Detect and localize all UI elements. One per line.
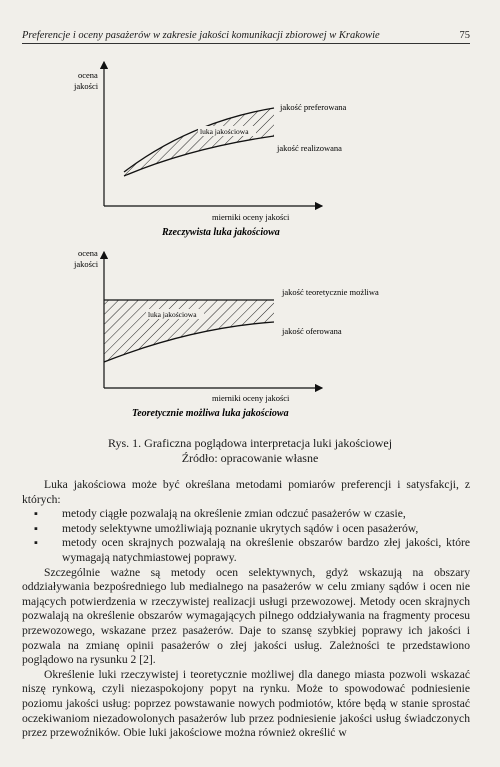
figure-diagram xyxy=(0,52,500,432)
bottom-y-label-2: jakości xyxy=(74,259,99,269)
figure-caption: Rys. 1. Graficzna poglądowa interpretacja luki jakościowej xyxy=(107,436,393,450)
body-text xyxy=(22,478,470,741)
top-y-label-2: jakości xyxy=(74,81,99,91)
top-x-label: mierniki oceny jakości xyxy=(212,212,290,222)
top-lower-label: jakość realizowana xyxy=(277,143,342,153)
top-upper-label: jakość preferowana xyxy=(280,102,347,112)
top-title: Rzeczywista luka jakościowa xyxy=(162,227,280,238)
page-number: 75 xyxy=(459,30,470,41)
figure-quality-gap xyxy=(0,52,500,432)
top-gap-label: luka jakościowa xyxy=(200,127,249,136)
figure-source: Źródło: opracowanie własne xyxy=(181,451,319,465)
bottom-title: Teoretycznie możliwa luka jakościowa xyxy=(132,408,289,419)
running-title: Preferencje i oceny pasażerów w zakresie jakości komunikacji zbiorowej w Krakowie xyxy=(22,30,380,41)
bottom-upper-label: jakość teoretycznie możliwa xyxy=(282,287,379,297)
bottom-gap-label: luka jakościowa xyxy=(148,310,197,319)
bottom-y-label-1: ocena xyxy=(78,248,98,258)
bottom-diagram xyxy=(73,248,379,419)
list-item: ▪ metody ocen skrajnych pozwalają na określenie obszarów bardzo złej jakości, które wymagają natychmiastowej poprawy. xyxy=(62,536,470,565)
paragraph-2: Szczególnie ważne są metody ocen selektywnych, gdyż wskazują na obszary oddziaływania bezpośredniego lub medialnego na pasażerów w celu zmiany sądów i ocen nie mających potwierdzenia w rzeczywistej realizacji usługi przewozowej. Metody ocen skrajnych pozwalają na określenie obszarów wymagających pilnego oddziaływania na fragmenty procesu przewozowego, wskazane przez pasażerów. Daje to szansę szybkiej poprawy ich jakości i pozwala na zmianę opinii pasażerów o złej jakości usług. Zależności te przedstawiono poglądowo na rysunku 2 [2]. xyxy=(22,565,470,667)
bottom-lower-label: jakość oferowana xyxy=(282,326,342,336)
top-gap-area xyxy=(124,108,274,176)
list-item: ▪ metody selektywne umożliwiają poznanie ukrytych sądów i ocen pasażerów, xyxy=(62,522,470,537)
top-diagram xyxy=(73,62,347,238)
method-list xyxy=(22,507,470,565)
list-item: ▪ metody ciągłe pozwalają na określenie zmian odczuć pasażerów w czasie, xyxy=(62,507,470,522)
top-y-label-1: ocena xyxy=(78,70,98,80)
paragraph-3: Określenie luki rzeczywistej i teoretycznie możliwej dla danego miasta pozwoli wskazać niszę rynkową, czyli niezaspokojony popyt na rynku. Może to spowodować podniesienie poziomu jakości usług: poprzez powstawanie nowych podmiotów, które będą w stanie sprostać oczekiwaniom niezadowolonych pasażerów lub przez podniesienie jakości usług świadczonych przez przewoźników. Obie luki jakościowe można również określić w xyxy=(22,667,470,740)
running-header xyxy=(22,30,470,44)
bottom-x-label: mierniki oceny jakości xyxy=(212,393,290,403)
paragraph-1: Luka jakościowa może być określana metodami pomiarów preferencji i satysfakcji, z których: xyxy=(22,478,470,506)
